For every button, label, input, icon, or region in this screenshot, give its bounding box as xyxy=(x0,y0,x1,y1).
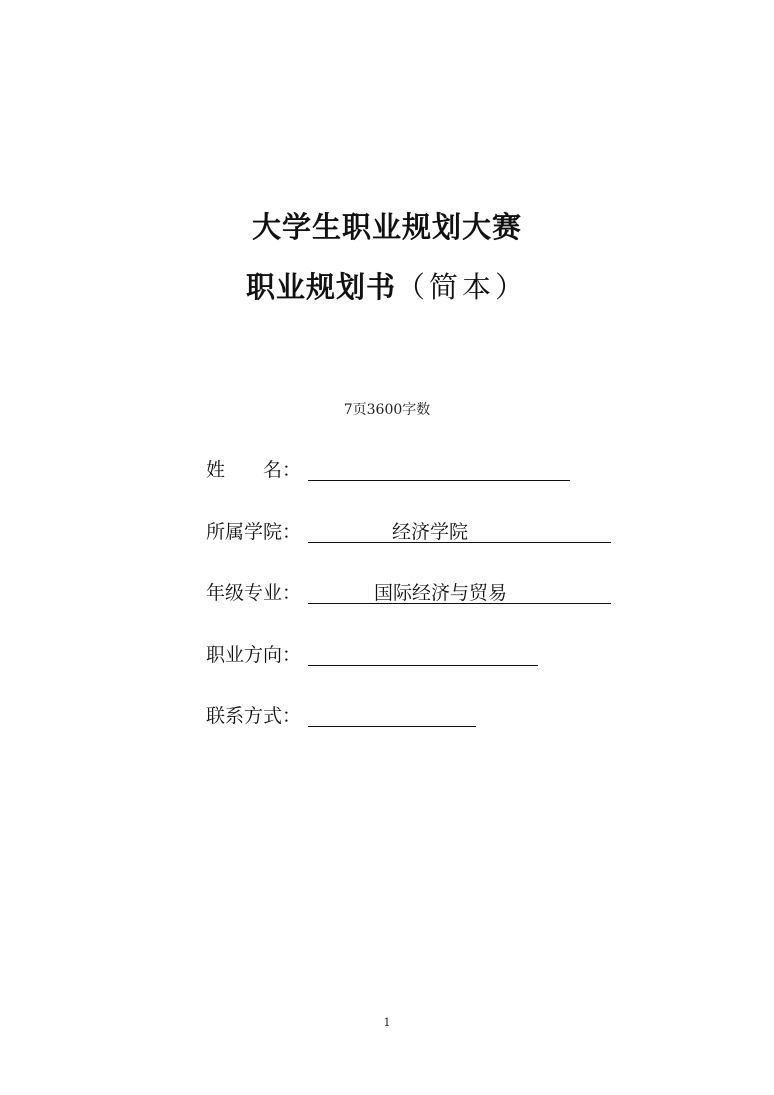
grade-major-value: 国际经济与贸易 xyxy=(374,582,508,604)
college-value: 经济学院 xyxy=(392,521,469,543)
career-direction-field xyxy=(206,640,546,670)
page-number: 1 xyxy=(383,1016,391,1029)
page-word-count: 7页3600字数 xyxy=(343,402,431,418)
contact-label: 联系方式： xyxy=(206,705,302,727)
contact-underline xyxy=(308,726,476,727)
grade-major-label: 年级专业： xyxy=(206,582,302,604)
name-label: 姓 名： xyxy=(206,459,302,481)
name-field xyxy=(206,455,576,485)
document-title xyxy=(0,265,774,306)
college-label: 所属学院： xyxy=(206,521,302,543)
career-direction-underline xyxy=(308,665,538,666)
document-title-main: 职业规划书 xyxy=(245,270,396,304)
contact-field xyxy=(206,701,486,731)
name-underline xyxy=(308,480,570,481)
college-field xyxy=(206,517,616,547)
grade-major-field xyxy=(206,578,616,608)
competition-title: 大学生职业规划大赛 xyxy=(251,210,522,244)
career-direction-label: 职业方向： xyxy=(206,644,302,666)
document-title-sub: （简本） xyxy=(396,270,529,304)
